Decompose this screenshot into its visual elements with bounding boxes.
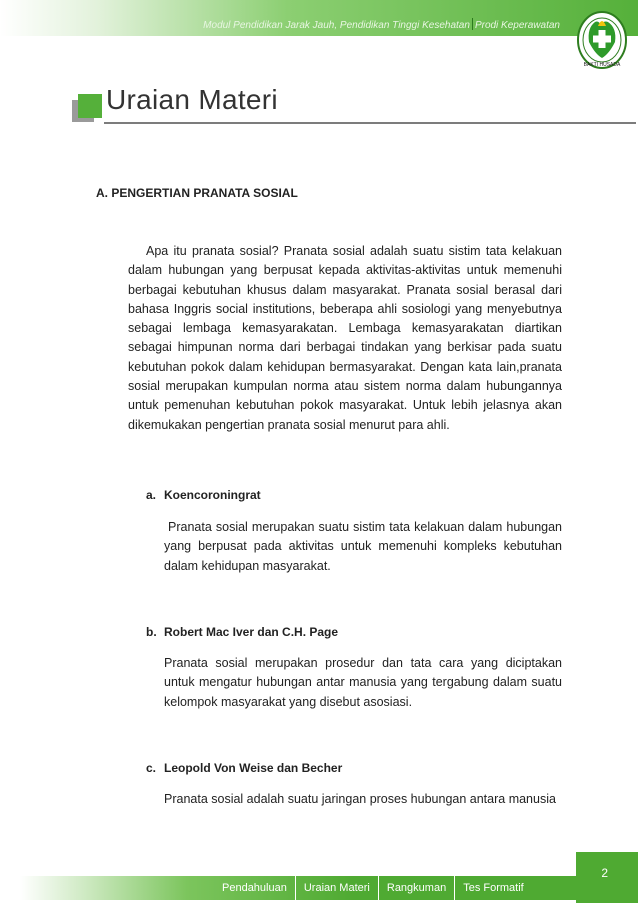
main-paragraph: Apa itu pranata sosial? Pranata sosial adalah suatu sistim tata kelakuan dalam hubungan yang berpusat kepada aktivitas-aktivitas untuk memenuhi berbagai kebutuhan khusus dalam masyarakat. Pranata sosial berasal dari bahasa Inggris social institutions, beberapa ahli sosiologi yang menyebutnya sebagai lembaga kemasyarakatan. Lembaga kemasyarakatan diartikan sebagai himpunan norma dari berbagai tindakan yang berkisar pada suatu kebutuhan pokok dalam kehidupan bermasyarakat. Dengan kata lain,pranata sosial merupakan kumpulan norma atau sistem norma dalam hubungannya untuk pemenuhan kebutuhan pokok masyarakat. Untuk lebih jelasnya akan dikemukakan pengertian pranata sosial menurut para ahli.	[128, 244, 562, 432]
subsection-marker: b.	[146, 625, 157, 639]
bakti-husada-logo-icon	[575, 8, 629, 76]
nav-rangkuman[interactable]: Rangkuman	[378, 876, 454, 900]
program-text: Prodi Keperawatan	[474, 20, 560, 31]
subsection-title: Koencoroningrat	[164, 488, 261, 502]
subsection-marker: c.	[146, 761, 157, 775]
subsection-title: Robert Mac Iver dan C.H. Page	[164, 625, 339, 639]
footer-nav	[214, 876, 556, 900]
header-divider	[472, 18, 473, 30]
subsection-text-c: Pranata sosial adalah suatu jaringan proses hubungan antara manusia	[164, 792, 556, 806]
subsection-marker: a.	[146, 488, 157, 502]
module-text: Modul Pendidikan Jarak Jauh, Pendidikan Tinggi Kesehatan	[203, 20, 470, 31]
section-title: Uraian Materi	[106, 84, 278, 115]
logo-text: BAKTI HUSADA	[583, 62, 621, 68]
section-title-icon	[72, 94, 102, 124]
heading-pengertian: A. PENGERTIAN PRANATA SOSIAL	[96, 186, 298, 200]
title-divider	[104, 122, 636, 124]
subsection-title: Leopold Von Weise dan Becher	[164, 761, 343, 775]
subsection-heading-a	[146, 488, 261, 502]
subsection-text-a: Pranata sosial merupakan suatu sistim tata kelakuan dalam hubungan yang berpusat pada aktivitas untuk memenuhi kompleks kebutuhan dalam kehidupan masyarakat.	[164, 520, 562, 573]
nav-tes-formatif[interactable]: Tes Formatif	[454, 876, 556, 900]
header-text	[203, 18, 560, 31]
nav-pendahuluan[interactable]: Pendahuluan	[222, 882, 287, 894]
title-icon-green-square	[78, 94, 102, 118]
subsection-text-b: Pranata sosial merupakan prosedur dan tata cara yang diciptakan untuk mengatur hubungan antar manusia yang tergabung dalam suatu kelompok masyarakat yang disebut asosiasi.	[164, 656, 562, 709]
nav-uraian-materi[interactable]: Uraian Materi	[295, 876, 378, 900]
page-number: 2	[601, 866, 608, 880]
subsection-heading-b	[146, 625, 338, 639]
subsection-heading-c	[146, 761, 342, 775]
page-number-box	[576, 852, 638, 903]
